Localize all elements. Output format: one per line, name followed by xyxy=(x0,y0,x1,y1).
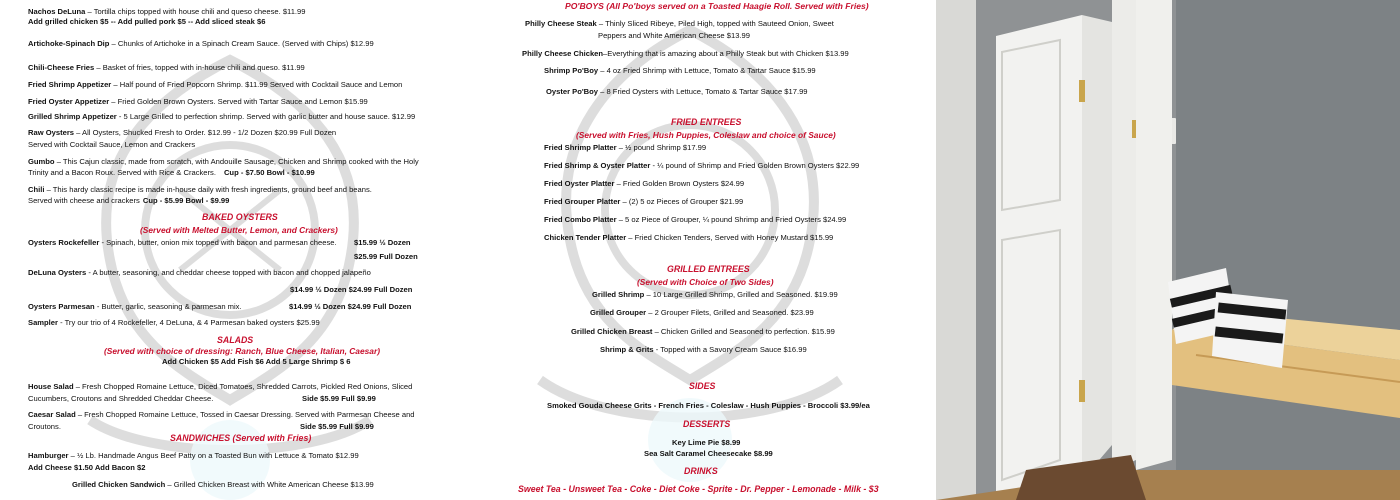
chili-prices: Cup - $5.99 Bowl - $9.99 xyxy=(142,196,230,205)
desserts-heading: DESSERTS xyxy=(683,419,731,429)
menu-item-grilled-chicken-breast: Grilled Chicken Breast – Chicken Grilled and Seasoned to perfection. $15.99 xyxy=(571,327,835,336)
baked-oysters-sub: (Served with Melted Butter, Lemon, and Crackers) xyxy=(140,225,338,235)
raw-oysters-served: Served with Cocktail Sauce, Lemon and Crackers xyxy=(28,140,196,149)
menu-item-chicken-tender-platter: Chicken Tender Platter – Fried Chicken Tenders, Served with Honey Mustard $15.99 xyxy=(544,233,834,242)
menu-item-chicken-sandwich: Grilled Chicken Sandwich – Grilled Chicken Breast with White American Cheese $13.99 xyxy=(72,480,374,489)
fried-entrees-sub: (Served with Fries, Hush Puppies, Coleslaw and choice of Sauce) xyxy=(576,130,836,140)
drinks-list: Sweet Tea - Unsweet Tea - Coke - Diet Coke - Sprite - Dr. Pepper - Lemonade - Milk - $3 xyxy=(518,484,879,494)
menu-item-fried-shrimp-platter: Fried Shrimp Platter – ½ pound Shrimp $17.99 xyxy=(544,143,707,152)
menu-item-grilled-shrimp: Grilled Shrimp – 10 Large Grilled Shrimp, Grilled and Seasoned. $19.99 xyxy=(592,290,838,299)
menu-item-raw-oysters: Raw Oysters – All Oysters, Shucked Fresh to Order. $12.99 - 1/2 Dozen $20.99 Full Dozen xyxy=(28,128,337,137)
menu-item-fried-shrimp-app: Fried Shrimp Appetizer – Half pound of Fried Popcorn Shrimp. $11.99 Served with Cocktail Sauce and Lemon xyxy=(28,80,403,89)
baked-oysters-heading: BAKED OYSTERS xyxy=(202,212,278,222)
menu-item-fried-combo-platter: Fried Combo Platter – 5 oz Piece of Grouper, ¼ pound Shrimp and Fried Oysters $24.99 xyxy=(544,215,847,224)
menu-item-shrimp-grits: Shrimp & Grits - Topped with a Savory Cream Sauce $16.99 xyxy=(600,345,807,354)
philly-steak-desc2: Peppers and White American Cheese $13.99 xyxy=(598,31,750,40)
rockefeller-price-half: $15.99 ½ Dozen xyxy=(354,238,411,247)
salads-sub: (Served with choice of dressing: Ranch, Blue Cheese, Italian, Caesar) xyxy=(104,346,380,356)
sides-list: Smoked Gouda Cheese Grits - French Fries - Coleslaw - Hush Puppies - Broccoli $3.99/ea xyxy=(547,401,870,410)
menu-item-rockefeller: Oysters Rockefeller - Spinach, butter, onion mix topped with bacon and parmesan cheese. xyxy=(28,238,337,247)
chili-desc2: Served with cheese and crackers xyxy=(28,196,140,205)
menu-item-nachos: Nachos DeLuna – Tortilla chips topped with house chili and queso cheese. $11.99 xyxy=(28,7,306,16)
sandwiches-heading: SANDWICHES (Served with Fries) xyxy=(170,433,312,443)
caesar-prices: Side $5.99 Full $9.99 xyxy=(300,422,374,431)
menu-item-caesar-salad: Caesar Salad – Fresh Chopped Romaine Lettuce, Tossed in Caesar Dressing. Served with Parmesan Cheese and xyxy=(28,410,415,419)
menu-item-house-salad: House Salad – Fresh Chopped Romaine Lettuce, Diced Tomatoes, Shredded Carrots, Pickled Red Onions, Sliced xyxy=(28,382,413,391)
menu-item-fried-shrimp-oyster-platter: Fried Shrimp & Oyster Platter - ¼ pound of Shrimp and Fried Golden Brown Oysters $22.99 xyxy=(544,161,860,170)
fried-entrees-heading: FRIED ENTREES xyxy=(671,117,742,127)
caesar-desc2: Croutons. xyxy=(28,422,61,431)
salads-addons: Add Chicken $5 Add Fish $6 Add 5 Large Shrimp $ 6 xyxy=(162,357,351,366)
parmesan-prices: $14.99 ½ Dozen $24.99 Full Dozen xyxy=(289,302,412,311)
menu-item-philly-chicken: Philly Cheese Chicken–Everything that is amazing about a Philly Steak but with Chicken $13.99 xyxy=(522,49,849,58)
dessert-cheesecake: Sea Salt Caramel Cheesecake $8.99 xyxy=(644,449,773,458)
nachos-addons: Add grilled chicken $5 -- Add pulled pork $5 -- Add sliced steak $6 xyxy=(28,17,266,26)
menu-item-gumbo: Gumbo – This Cajun classic, made from scratch, with Andouille Sausage, Chicken and Shrimp cooked with the Holy xyxy=(28,157,419,166)
menu-item-oyster-poboy: Oyster Po'Boy – 8 Fried Oysters with Lettuce, Tomato & Tartar Sauce $17.99 xyxy=(546,87,808,96)
grilled-entrees-heading: GRILLED ENTREES xyxy=(667,264,750,274)
grilled-entrees-sub: (Served with Choice of Two Sides) xyxy=(637,277,774,287)
rockefeller-price-full: $25.99 Full Dozen xyxy=(354,252,418,261)
room-photo xyxy=(936,0,1400,500)
room-illustration xyxy=(936,0,1400,500)
menu-item-shrimp-poboy: Shrimp Po'Boy – 4 oz Fried Shrimp with Lettuce, Tomato & Tartar Sauce $15.99 xyxy=(544,66,816,75)
menu-item-philly-steak: Philly Cheese Steak – Thinly Sliced Ribeye, Piled High, topped with Sauteed Onion, Sweet xyxy=(525,19,834,28)
menu-item-grilled-shrimp-app: Grilled Shrimp Appetizer - 5 Large Grilled to perfection shrimp. Served with garlic butter and house sauce. $12.99 xyxy=(28,112,416,121)
salads-heading: SALADS xyxy=(217,335,254,345)
menu-item-fried-oyster-app: Fried Oyster Appetizer – Fried Golden Brown Oysters. Served with Tartar Sauce and Lemon $15.99 xyxy=(28,97,368,106)
house-salad-desc2: Cucumbers, Croutons and Shredded Cheddar Cheese. xyxy=(28,394,214,403)
menu-item-fried-grouper-platter: Fried Grouper Platter – (2) 5 oz Pieces of Grouper $21.99 xyxy=(544,197,744,206)
gumbo-prices: Cup - $7.50 Bowl - $10.99 xyxy=(223,168,315,177)
hamburger-addons: Add Cheese $1.50 Add Bacon $2 xyxy=(28,463,146,472)
dessert-key-lime: Key Lime Pie $8.99 xyxy=(672,438,741,447)
gumbo-desc2: Trinity and a Bacon Roux. Served with Rice & Crackers. xyxy=(28,168,216,177)
menu-item-fried-oyster-platter: Fried Oyster Platter – Fried Golden Brown Oysters $24.99 xyxy=(544,179,745,188)
drinks-heading: DRINKS xyxy=(684,466,718,476)
sides-heading: SIDES xyxy=(689,381,716,391)
menu-item-chili: Chili – This hardy classic recipe is made in-house daily with fresh ingredients, ground beef and beans. xyxy=(28,185,372,194)
menu-item-sampler: Sampler - Try our trio of 4 Rockefeller, 4 DeLuna, & 4 Parmesan baked oysters $25.99 xyxy=(28,318,320,327)
menu-item-deluna-oysters: DeLuna Oysters - A butter, seasoning, and cheddar cheese topped with bacon and chopped jalapeño xyxy=(28,268,371,277)
deluna-prices: $14.99 ½ Dozen $24.99 Full Dozen xyxy=(290,285,413,294)
menu-item-chili-fries: Chili-Cheese Fries – Basket of fries, topped with in-house chili and queso. $11.99 xyxy=(28,63,305,72)
menu-item-hamburger: Hamburger – ½ Lb. Handmade Angus Beef Patty on a Toasted Bun with Lettuce & Tomato $12.99 xyxy=(28,451,359,460)
menu-item-spinach-dip: Artichoke-Spinach Dip – Chunks of Artichoke in a Spinach Cream Sauce. (Served with Chips) $12.99 xyxy=(28,39,374,48)
poboys-heading: PO'BOYS (All Po'boys served on a Toasted Haagie Roll. Served with Fries) xyxy=(565,1,869,11)
menu-item-oysters-parmesan: Oysters Parmesan - Butter, garlic, seasoning & parmesan mix. xyxy=(28,302,242,311)
house-salad-prices: Side $5.99 Full $9.99 xyxy=(302,394,376,403)
menu-item-grilled-grouper: Grilled Grouper – 2 Grouper Filets, Grilled and Seasoned. $23.99 xyxy=(590,308,814,317)
